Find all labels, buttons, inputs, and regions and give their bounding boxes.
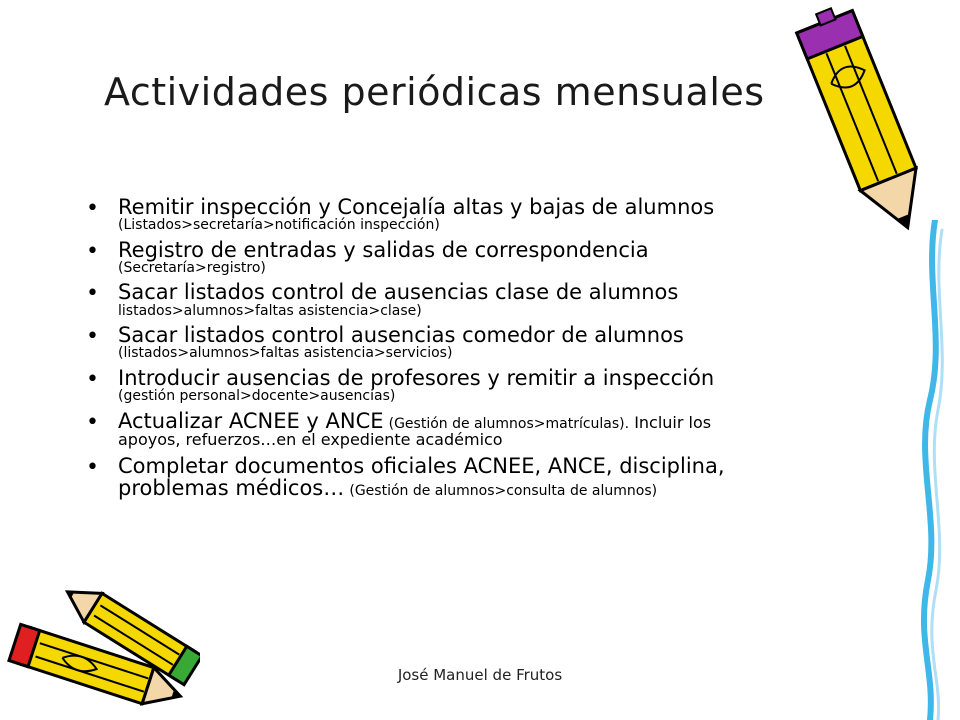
bullet-sub-text: (Secretaría>registro) — [118, 259, 266, 276]
slide-title: Actividades periódicas mensuales — [104, 70, 765, 114]
bullet-main-text: Sacar listados control de ausencias clase de alumnos — [118, 280, 679, 305]
bullet-dot: • — [86, 324, 99, 350]
bullet-main-line — [118, 455, 820, 499]
bullet-item — [80, 281, 820, 318]
bullet-item — [80, 410, 820, 449]
bullet-dot: • — [86, 409, 99, 435]
bullet-inline-note: (Gestión de alumnos>matrículas). — [388, 415, 630, 432]
chalk-line-icon — [900, 220, 960, 720]
bullet-list — [80, 196, 820, 505]
pencils-clipart-icon — [0, 570, 200, 720]
bullet-dot: • — [86, 366, 99, 392]
bullet-dot: • — [86, 196, 99, 221]
bullet-item — [80, 367, 820, 404]
bullet-sub-text: listados>alumnos>faltas asistencia>clase) — [118, 302, 422, 319]
bullet-item — [80, 455, 820, 499]
bullet-continuation-text: Incluir los — [634, 412, 712, 432]
bullet-main-text: Remitir inspección y Concejalía altas y bajas de alumnos — [118, 195, 715, 219]
bullet-item — [80, 196, 820, 233]
bullet-dot: • — [86, 454, 99, 480]
bullet-inline-note: (Gestión de alumnos>consulta de alumnos) — [349, 482, 658, 499]
bullet-sub-text: (gestión personal>docente>ausencias) — [118, 387, 396, 404]
bullet-item — [80, 324, 820, 361]
bullet-main-text: Introducir ausencias de profesores y remitir a inspección — [118, 365, 715, 390]
bullet-main-text: Sacar listados control ausencias comedor de alumnos — [118, 323, 684, 348]
slide-footer: José Manuel de Frutos — [397, 666, 563, 684]
bullet-main-text: Registro de entradas y salidas de correspondencia — [118, 237, 649, 262]
bullet-sub-text: (Listados>secretaría>notificación inspección) — [118, 217, 440, 234]
bullet-sub-text: apoyos, refuerzos…en el expediente académico — [118, 429, 503, 449]
bullet-item — [80, 239, 820, 276]
bullet-dot: • — [86, 238, 99, 264]
bullet-main-text: Completar documentos oficiales ACNEE, ANCE, disciplina, problemas médicos… — [118, 453, 725, 500]
bullet-main-text: Actualizar ACNEE y ANCE — [118, 408, 384, 433]
bullet-sub-text: (listados>alumnos>faltas asistencia>servicios) — [118, 345, 453, 362]
bullet-dot: • — [86, 281, 99, 307]
bullet-main-line — [118, 410, 820, 432]
pencil-clipart-icon — [790, 0, 960, 240]
